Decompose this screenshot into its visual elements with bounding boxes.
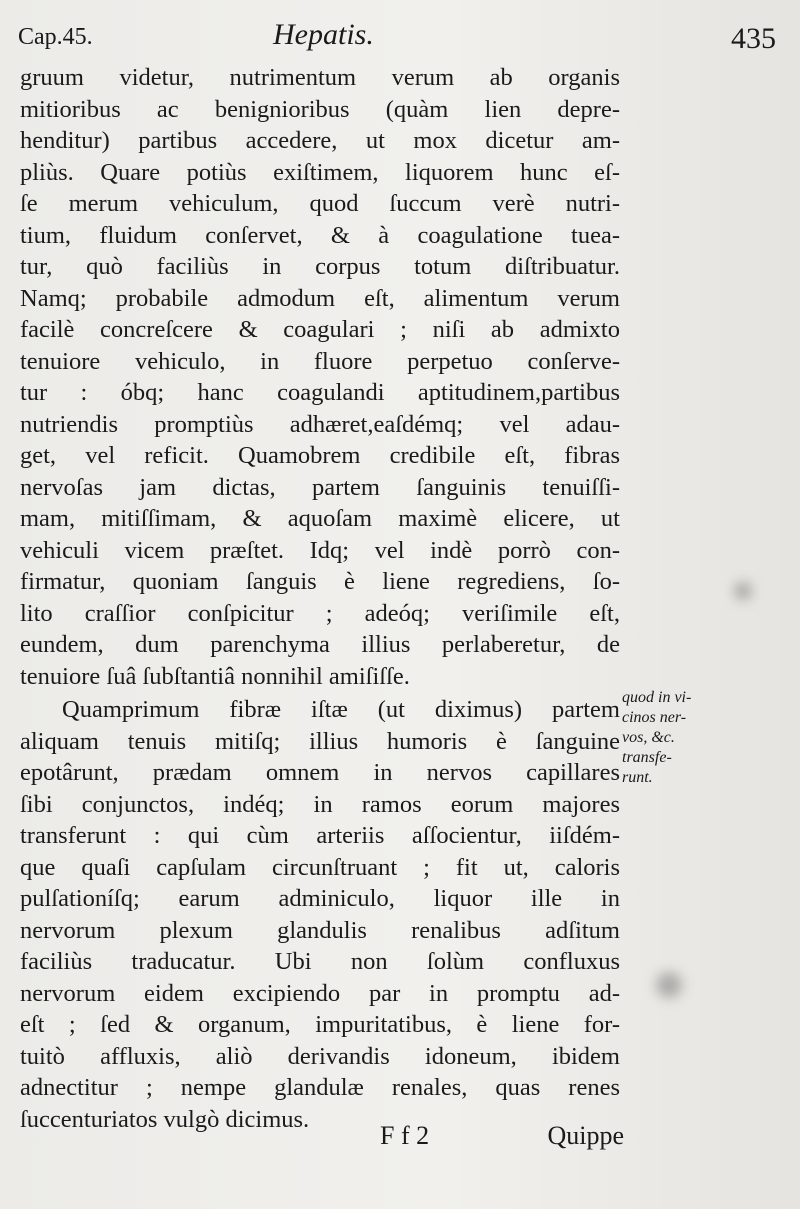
signature-mark: F f 2 xyxy=(380,1121,430,1150)
running-title: Hepatis. xyxy=(273,18,374,51)
text-line: eſt ; ſed & organum, impuritatibus, è liene for- xyxy=(20,1011,620,1038)
text-line: tium, fluidum conſervet, & à coagulatione tuea- xyxy=(20,221,620,249)
text-line: pliùs. Quare potiùs exiſtimem, liquorem hunc eſ- xyxy=(20,158,620,186)
text-line: get, vel reficit. Quamobrem credibile eſt, fibras xyxy=(20,442,620,469)
main-text-block xyxy=(20,62,620,1135)
text-line: pulſationíſq; earum adminiculo, liquor ille in xyxy=(20,885,620,912)
margin-note-line: vos, &c. xyxy=(622,729,675,746)
text-line: nutriendis promptiùs adhæret,eaſdémq; vel adau- xyxy=(20,410,620,438)
margin-note-line: cinos ner- xyxy=(622,709,687,726)
text-line: tur : óbq; hanc coagulandi aptitudinem,partibus xyxy=(20,379,620,406)
text-line: mitioribus ac benignioribus (quàm lien depre- xyxy=(20,95,620,123)
text-line: eundem, dum parenchyma illius perlaberetur, de xyxy=(20,631,620,658)
chapter-label: Cap.45. xyxy=(18,24,93,50)
page-header xyxy=(18,14,782,54)
margin-note-line: transfe- xyxy=(622,749,672,766)
text-line: lito craſſior conſpicitur ; adeóq; veriſimile eſt, xyxy=(20,599,620,627)
catchword: Quippe xyxy=(547,1121,624,1150)
text-line: nervoſas jam dictas, partem ſanguinis tenuiſſi- xyxy=(20,473,620,501)
text-line: tenuiore vehiculo, in fluore perpetuo conſerve- xyxy=(20,347,620,375)
text-line: transferunt : qui cùm arteriis aſſocientur, iiſdém- xyxy=(20,822,620,849)
text-line: aliquam tenuis mitiſq; illius humoris è ſanguine xyxy=(20,727,620,755)
ink-stain xyxy=(734,582,752,600)
text-line: gruum videtur, nutrimentum verum ab organis xyxy=(20,64,620,91)
text-line: epotârunt, prædam omnem in nervos capillares xyxy=(20,759,620,786)
text-line: nervorum plexum glandulis renalibus adſitum xyxy=(20,916,620,944)
text-line: Namq; probabile admodum eſt, alimentum verum xyxy=(20,284,620,312)
margin-note-line: runt. xyxy=(622,769,653,786)
text-line: vehiculi vicem præſtet. Idq; vel indè porrò con- xyxy=(20,536,620,564)
margin-note xyxy=(622,688,752,788)
text-line: mam, mitiſſimam, & aquoſam maximè elicere, ut xyxy=(20,505,620,532)
text-line: que quaſi capſulam circunſtruant ; fit ut, caloris xyxy=(20,853,620,881)
paragraph-last-line: tenuiore ſuâ ſubſtantiâ nonnihil amiſiſſe. xyxy=(20,662,410,690)
text-line: tur, quò faciliùs in corpus totum diſtribuatur. xyxy=(20,253,620,280)
paragraph-first-line: Quamprimum fibræ iſtæ (ut diximus) partem xyxy=(62,696,620,723)
text-line: nervorum eidem excipiendo par in promptu ad- xyxy=(20,979,620,1007)
text-line: facilè concreſcere & coagulari ; niſi ab admixto xyxy=(20,316,620,343)
text-line: henditur) partibus accedere, ut mox dicetur am- xyxy=(20,127,620,154)
page-footer xyxy=(20,1115,624,1155)
text-line: adnectitur ; nempe glandulæ renales, quas renes xyxy=(20,1074,620,1101)
page-number: 435 xyxy=(731,22,776,55)
text-line: faciliùs traducatur. Ubi non ſolùm confluxus xyxy=(20,948,620,975)
margin-note-line: quod in vi- xyxy=(622,689,692,706)
text-line: firmatur, quoniam ſanguis è liene regrediens, ſo- xyxy=(20,568,620,595)
text-line: tuitò affluxis, aliò derivandis idoneum, ibidem xyxy=(20,1042,620,1070)
ink-stain xyxy=(656,972,682,998)
paragraph-last-line: ſuccenturiatos vulgò dicimus. xyxy=(20,1105,310,1133)
text-line: ſibi conjunctos, indéq; in ramos eorum majores xyxy=(20,790,620,818)
text-line: ſe merum vehiculum, quod ſuccum verè nutri- xyxy=(20,190,620,217)
